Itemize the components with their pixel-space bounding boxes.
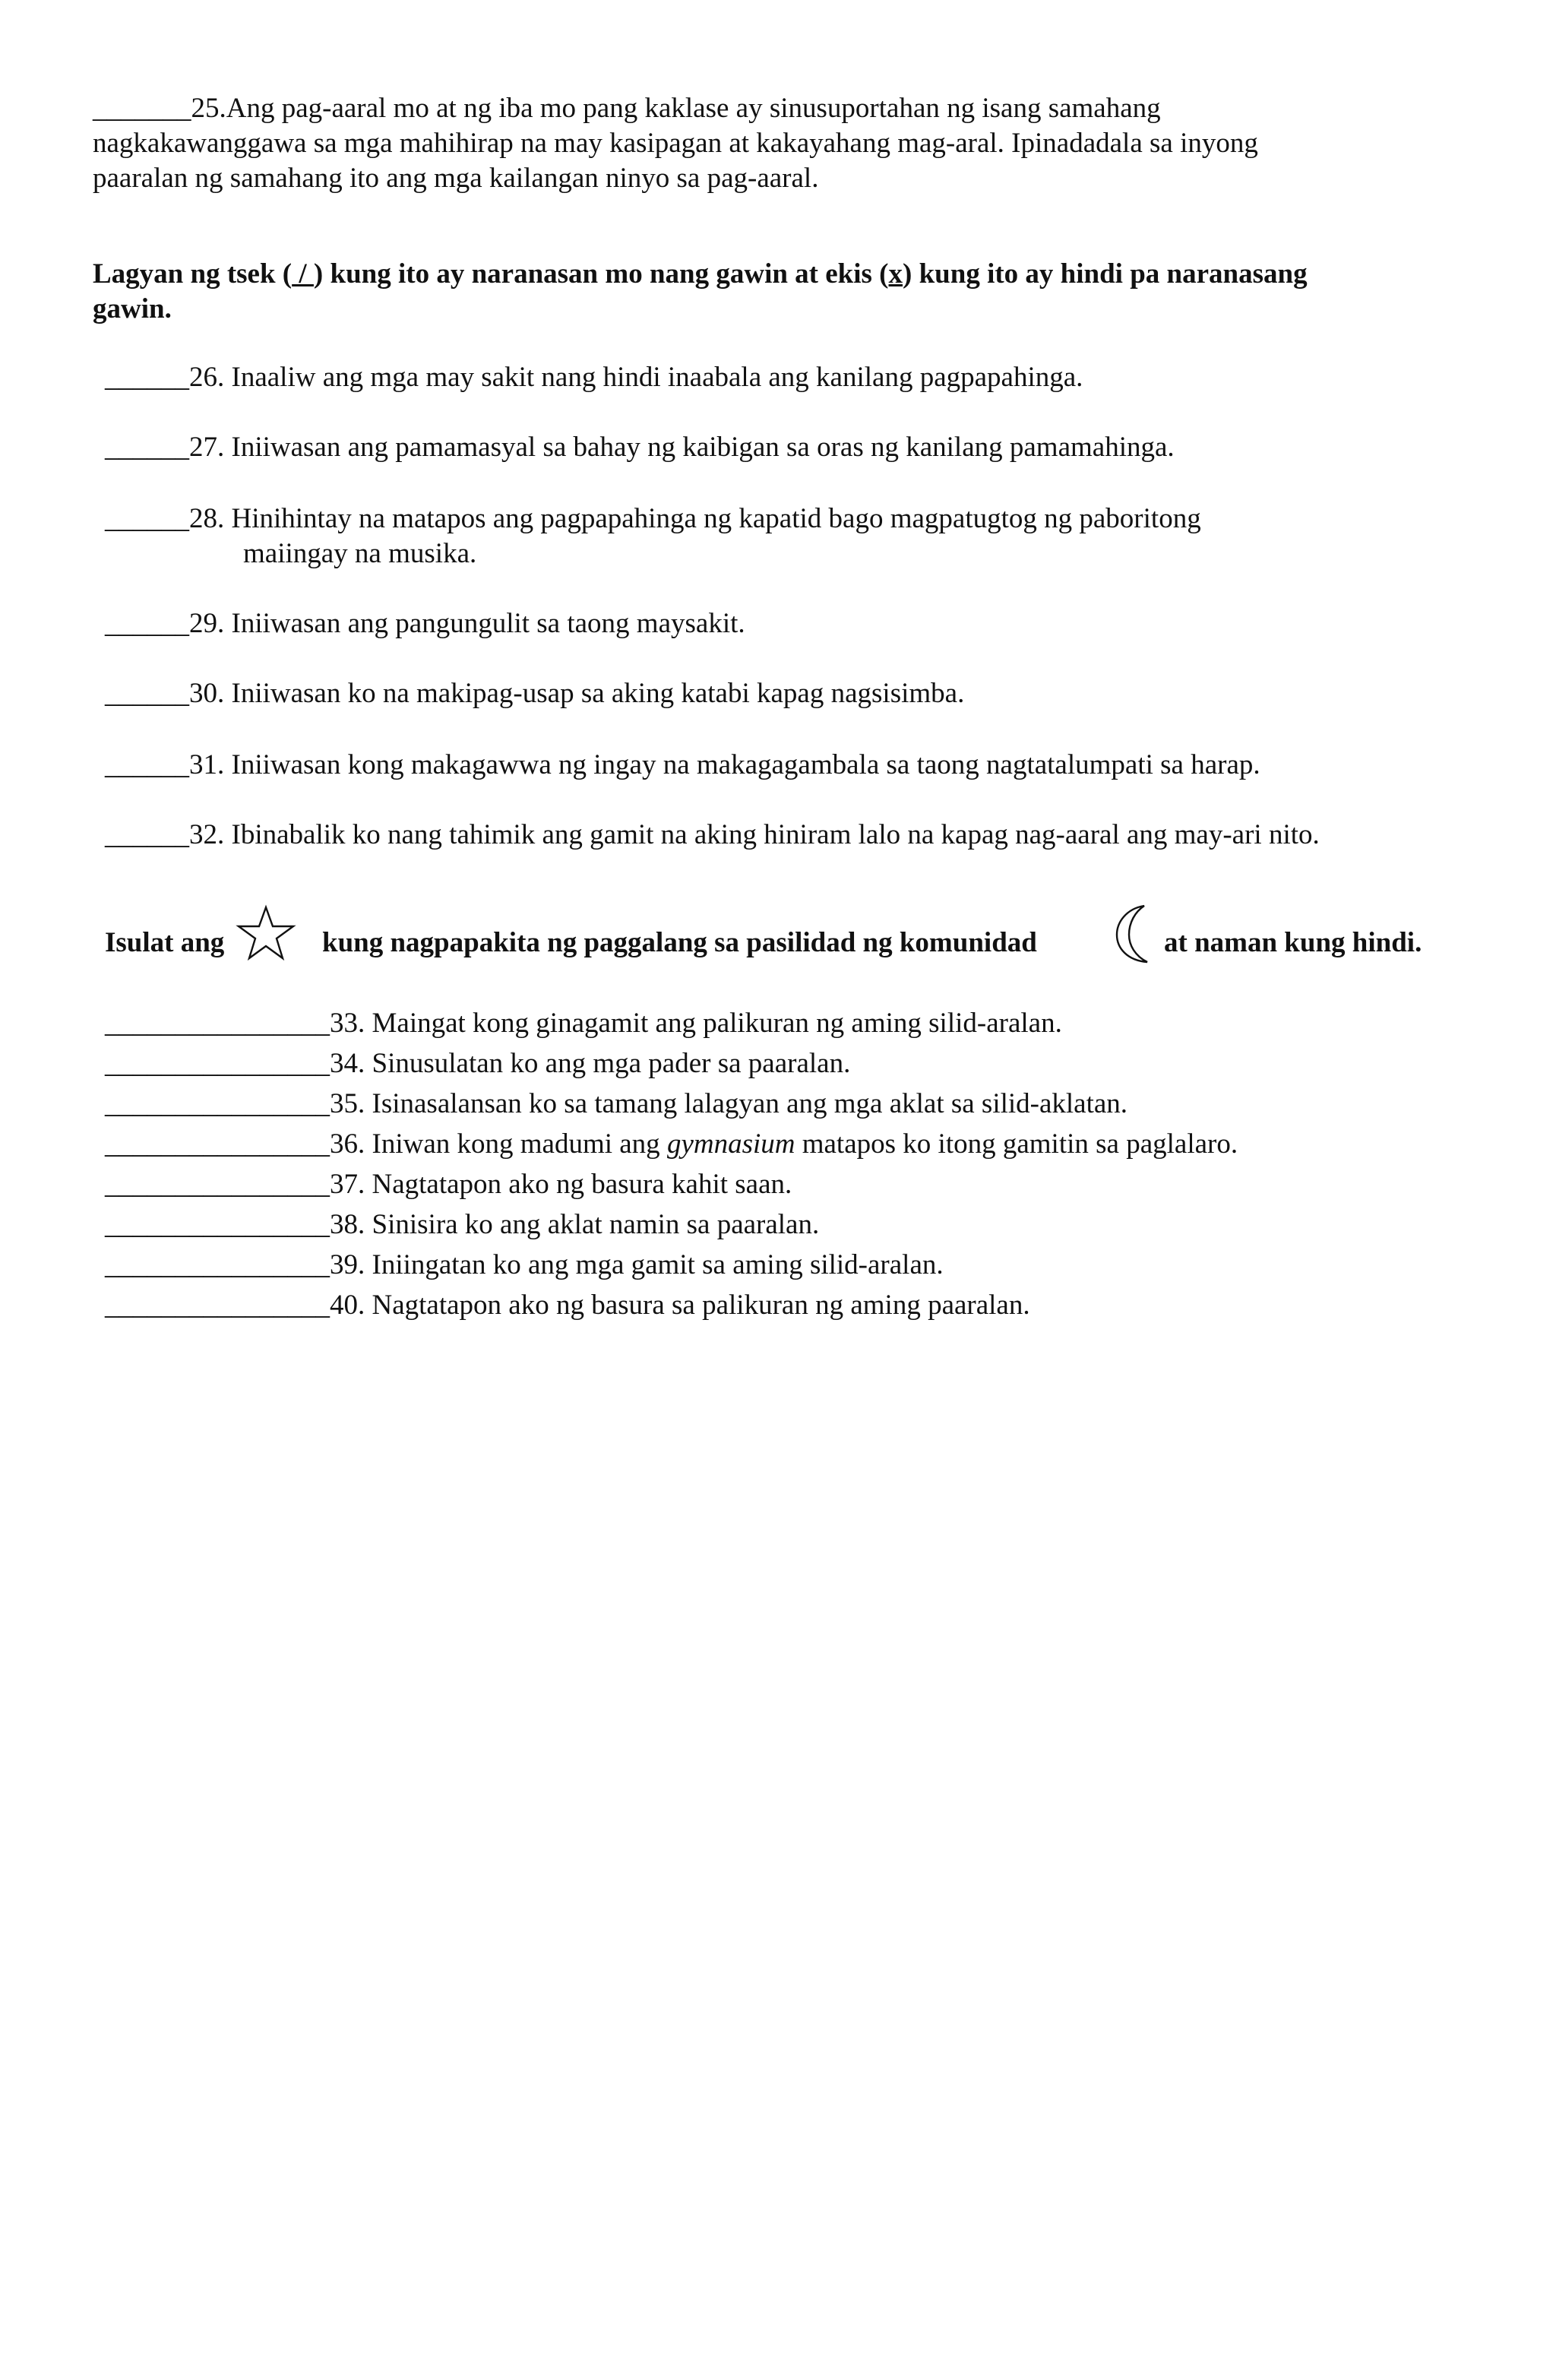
answer-blank[interactable]: ________________ — [105, 1088, 330, 1119]
list-item — [105, 1285, 1238, 1325]
item-text: 38. Sinisira ko ang aklat namin sa paaralan. — [330, 1209, 820, 1240]
item-text: 36. Iniwan kong madumi ang — [330, 1128, 667, 1160]
answer-blank[interactable]: ________________ — [105, 1128, 330, 1160]
item-30 — [105, 676, 964, 711]
item-text: 32. Ibinabalik ko nang tahimik ang gamit na aking hiniram lalo na kapag nag-aaral ang may-ari nito. — [189, 819, 1320, 850]
star-outline-icon — [236, 904, 296, 971]
item-text-continued: maiingay na musika. — [243, 538, 477, 569]
list-item — [105, 1204, 1238, 1245]
item-28 — [105, 502, 1201, 571]
item-text: 35. Isinasalansan ko sa tamang lalagyan ang mga aklat sa silid-aklatan. — [330, 1088, 1128, 1119]
item-25-text-1: 25.Ang pag-aaral mo at ng iba mo pang kaklase ay sinusuportahan ng isang samahang — [191, 93, 1161, 124]
item-text: 31. Iniiwasan kong makagawwa ng ingay na makagagambala sa taong nagtatalumpati sa harap. — [189, 749, 1260, 780]
items-33-40-list — [105, 1003, 1238, 1325]
item-25 — [93, 91, 1521, 196]
item-text: 39. Iniingatan ko ang mga gamit sa aming silid-aralan. — [330, 1249, 944, 1280]
instruction-text-1: Lagyan ng tsek ( — [93, 258, 293, 290]
instruction-text-2: kung nagpapakita ng paggalang sa pasilidad ng komunidad — [322, 927, 1037, 958]
item-text: 30. Iniiwasan ko na makipag-usap sa aking katabi kapag nagsisimba. — [189, 678, 965, 709]
answer-blank[interactable]: ______ — [105, 749, 189, 780]
instruction-text-1: Isulat ang — [105, 927, 225, 958]
item-25-line-1 — [93, 91, 1521, 126]
item-text: 27. Iniiwasan ang pamamasyal sa bahay ng kaibigan sa oras ng kanilang pamamahinga. — [189, 432, 1175, 463]
list-item — [105, 1084, 1238, 1124]
item-text: 28. Hinihintay na matapos ang pagpapahinga ng kapatid bago magpatugtog ng paboritong — [189, 503, 1201, 534]
item-26 — [105, 360, 1083, 395]
instruction-text-3: at naman kung hindi. — [1164, 927, 1422, 958]
instruction-check-x — [93, 257, 1521, 327]
answer-blank[interactable]: ______ — [105, 819, 189, 850]
list-item — [105, 1003, 1238, 1043]
item-32 — [105, 818, 1320, 853]
item-27 — [105, 430, 1175, 465]
answer-blank[interactable]: ______ — [105, 678, 189, 709]
item-text: 33. Maingat kong ginagamit ang palikuran ng aming silid-aralan. — [330, 1008, 1062, 1039]
answer-blank[interactable]: _______ — [93, 93, 191, 124]
answer-blank[interactable]: ______ — [105, 608, 189, 639]
item-text-after: matapos ko itong gamitin sa paglalaro. — [795, 1128, 1238, 1160]
instruction-star-moon — [105, 903, 1533, 971]
list-item — [105, 1124, 1238, 1164]
instruction-text-2: ) kung ito ay naranasan mo nang gawin at ekis ( — [313, 258, 889, 290]
answer-blank[interactable]: ______ — [105, 503, 189, 534]
item-25-line-2: nagkakawanggawa sa mga mahihirap na may kasipagan at kakayahang mag-aral. Ipinadadala sa inyong — [93, 128, 1258, 159]
answer-blank[interactable]: ________________ — [105, 1048, 330, 1079]
item-25-line-3: paaralan ng samahang ito ang mga kailangan ninyo sa pag-aaral. — [93, 163, 819, 194]
item-29 — [105, 606, 745, 641]
answer-blank[interactable]: ________________ — [105, 1290, 330, 1321]
list-item — [105, 1245, 1238, 1285]
answer-blank[interactable]: ________________ — [105, 1249, 330, 1280]
item-text: 40. Nagtatapon ako ng basura sa palikuran ng aming paaralan. — [330, 1290, 1030, 1321]
answer-blank[interactable]: ________________ — [105, 1209, 330, 1240]
crescent-moon-icon — [1109, 903, 1162, 973]
answer-blank[interactable]: ________________ — [105, 1008, 330, 1039]
item-31 — [105, 748, 1260, 783]
x-symbol: x — [888, 258, 903, 290]
answer-blank[interactable]: ________________ — [105, 1169, 330, 1200]
instruction-line-2: gawin. — [93, 293, 172, 324]
check-symbol: / — [292, 258, 314, 290]
item-text: 26. Inaaliw ang mga may sakit nang hindi inaabala ang kanilang pagpapahinga. — [189, 362, 1083, 393]
instruction-text-3: ) kung ito ay hindi pa naranasang — [903, 258, 1308, 290]
list-item — [105, 1164, 1238, 1204]
item-text: 29. Iniiwasan ang pangungulit sa taong maysakit. — [189, 608, 745, 639]
answer-blank[interactable]: ______ — [105, 362, 189, 393]
list-item — [105, 1043, 1238, 1084]
item-text: 34. Sinusulatan ko ang mga pader sa paaralan. — [330, 1048, 851, 1079]
item-text-italic: gymnasium — [666, 1128, 795, 1160]
item-text: 37. Nagtatapon ako ng basura kahit saan. — [330, 1169, 792, 1200]
instruction-line-1 — [93, 257, 1521, 292]
answer-blank[interactable]: ______ — [105, 432, 189, 463]
